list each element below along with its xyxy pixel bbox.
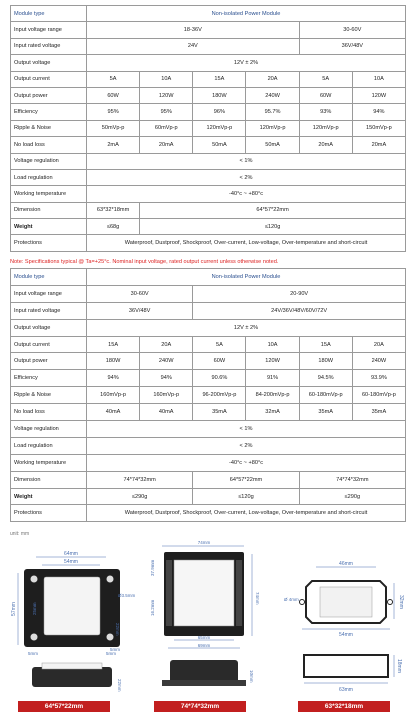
dim-label: 22mm xyxy=(115,623,120,636)
dim-label: Ø 4mm xyxy=(284,597,299,602)
dim-label: 25mm xyxy=(32,602,37,615)
row-label: Working temperature xyxy=(11,186,87,202)
table-row xyxy=(11,505,406,522)
cell: 96% xyxy=(193,104,246,120)
row-label: Output power xyxy=(11,87,87,103)
module-base xyxy=(162,680,246,686)
table-row xyxy=(11,302,406,319)
row-label: Output current xyxy=(11,336,87,353)
mount-hole xyxy=(107,634,114,641)
dim-label: 5mm xyxy=(106,651,116,656)
dim-label: 46mm xyxy=(339,561,353,567)
cell: 12V ± 2% xyxy=(87,55,406,71)
dim-label: 32mm xyxy=(398,595,404,609)
cell: 240W xyxy=(352,353,405,370)
dim-label: 5mm xyxy=(110,647,120,652)
table-row xyxy=(11,387,406,404)
cell: 60-180mVp-p xyxy=(352,387,405,404)
table-row xyxy=(11,336,406,353)
cell: 10A xyxy=(352,71,405,87)
cell: 50mA xyxy=(193,137,246,153)
cell: < 1% xyxy=(87,421,406,438)
cell: 94% xyxy=(140,370,193,387)
row-label: Dimension xyxy=(11,471,87,488)
cell: -40°c ~ +80°c xyxy=(87,454,406,471)
table-row xyxy=(11,370,406,387)
cell: 20-90V xyxy=(193,285,406,302)
table-row xyxy=(11,319,406,336)
cell: 5A xyxy=(299,71,352,87)
heat-fins-right xyxy=(236,560,242,626)
cell: 60-180mVp-p xyxy=(299,387,352,404)
dim-label: Ø3.5mm xyxy=(118,593,136,598)
row-label: Load regulation xyxy=(11,437,87,454)
cell: 90.6% xyxy=(193,370,246,387)
cell: 5A xyxy=(87,71,140,87)
cell: 240W xyxy=(246,87,299,103)
module-type-label: Module type xyxy=(11,6,87,22)
dim-label: 37.9mm xyxy=(150,559,155,576)
cell: 60W xyxy=(299,87,352,103)
cell: 20A xyxy=(352,336,405,353)
module-face xyxy=(320,587,372,617)
cell: 24V xyxy=(87,38,300,54)
spec-note: Note: Specifications typical @ Ta=+25°c. Nominal input voltage, rated output current unless otherwise noted. xyxy=(10,259,279,265)
cell: 20mA xyxy=(299,137,352,153)
module-side-view xyxy=(32,667,112,687)
cell: < 1% xyxy=(87,153,406,169)
cell: 40mA xyxy=(87,404,140,421)
dim-label: 65mm xyxy=(197,635,211,640)
cell: 180W xyxy=(193,87,246,103)
table-row xyxy=(11,471,406,488)
cell: 60mVp-p xyxy=(140,120,193,136)
cell: 36V/48V xyxy=(87,302,193,319)
cell: < 2% xyxy=(87,437,406,454)
cell: ≤290g xyxy=(299,488,405,505)
cell: 74*74*32mm xyxy=(299,471,405,488)
module-title: Non-isolated Power Module xyxy=(87,6,406,22)
row-label: Ripple & Noise xyxy=(11,120,87,136)
dim-label: 64mm xyxy=(64,551,78,557)
cell: 94.5% xyxy=(299,370,352,387)
cell: 12V ± 2% xyxy=(87,319,406,336)
cell: 120W xyxy=(246,353,299,370)
table-row xyxy=(11,38,406,54)
module-title: Non-isolated Power Module xyxy=(87,269,406,286)
cell: 95% xyxy=(87,104,140,120)
cell: 120W xyxy=(140,87,193,103)
cell: 60W xyxy=(193,353,246,370)
cell: 60W xyxy=(87,87,140,103)
dim-label: 54mm xyxy=(339,632,353,638)
dim-label: 69mm xyxy=(197,643,211,648)
cell: -40°c ~ +80°c xyxy=(87,186,406,202)
cell: 120mVp-p xyxy=(299,120,352,136)
row-label: Protections xyxy=(11,505,87,522)
cell: 50mVp-p xyxy=(87,120,140,136)
dim-label: 16.2mm xyxy=(150,599,155,616)
cell: 20A xyxy=(140,336,193,353)
cell: 32mA xyxy=(246,404,299,421)
table-row xyxy=(11,104,406,120)
spec-table-2 xyxy=(10,268,406,522)
cell: 96-200mVp-p xyxy=(193,387,246,404)
cell: ≤68g xyxy=(87,219,140,235)
cell: < 2% xyxy=(87,169,406,185)
dim-label: 22mm xyxy=(117,679,122,692)
drawing-63x32x18 xyxy=(282,555,412,697)
cell: 64*57*22mm xyxy=(140,202,406,218)
module-face xyxy=(44,577,100,635)
drawing-74x74x32 xyxy=(144,540,264,698)
table-row xyxy=(11,404,406,421)
cell: 95% xyxy=(140,104,193,120)
row-label: Voltage regulation xyxy=(11,153,87,169)
row-label: Output voltage xyxy=(11,319,87,336)
table-row xyxy=(11,353,406,370)
row-label: Input voltage range xyxy=(11,285,87,302)
cell: 40mA xyxy=(140,404,193,421)
table-row xyxy=(11,87,406,103)
cell: 2mA xyxy=(87,137,140,153)
table-row xyxy=(11,235,406,251)
module-type-label: Module type xyxy=(11,269,87,286)
row-label: Input voltage range xyxy=(11,22,87,38)
table-row xyxy=(11,219,406,235)
drawing-caption: 74*74*32mm xyxy=(154,701,246,712)
cell: 30-60V xyxy=(299,22,405,38)
cell: 35mA xyxy=(193,404,246,421)
table-row xyxy=(11,71,406,87)
cell: 36V/48V xyxy=(299,38,405,54)
dim-label: 74mm xyxy=(255,592,260,605)
row-label: Weight xyxy=(11,488,87,505)
table-row xyxy=(11,202,406,218)
cell: 120mVp-p xyxy=(193,120,246,136)
cell: 10A xyxy=(246,336,299,353)
cell: ≤120g xyxy=(140,219,406,235)
row-label: Input rated voltage xyxy=(11,38,87,54)
row-label: Working temperature xyxy=(11,454,87,471)
heat-fins-left xyxy=(166,560,172,626)
table-row xyxy=(11,285,406,302)
cell: 15A xyxy=(299,336,352,353)
cell: 150mVp-p xyxy=(352,120,405,136)
cell: 20A xyxy=(246,71,299,87)
cell: 180W xyxy=(299,353,352,370)
module-side-view xyxy=(304,655,388,677)
row-label: Dimension xyxy=(11,202,87,218)
row-label: Output current xyxy=(11,71,87,87)
table-row xyxy=(11,488,406,505)
cell: 63*32*18mm xyxy=(87,202,140,218)
table-row xyxy=(11,186,406,202)
dim-label: 18mm xyxy=(396,659,402,673)
table-row xyxy=(11,169,406,185)
cell: 120W xyxy=(352,87,405,103)
cell: 35mA xyxy=(352,404,405,421)
table-row xyxy=(11,153,406,169)
unit-label: unit: mm xyxy=(10,531,30,537)
drawing-caption: 64*57*22mm xyxy=(18,701,110,712)
row-label: No load loss xyxy=(11,137,87,153)
cell: 94% xyxy=(352,104,405,120)
cell: ≤120g xyxy=(193,488,299,505)
table-row xyxy=(11,437,406,454)
dim-label: 74mm xyxy=(197,540,211,545)
cell: 35mA xyxy=(299,404,352,421)
dim-label: 54mm xyxy=(64,559,78,565)
table-header-row xyxy=(11,6,406,22)
row-label: Load regulation xyxy=(11,169,87,185)
module-side-top xyxy=(42,663,102,669)
row-label: No load loss xyxy=(11,404,87,421)
mount-hole xyxy=(107,576,114,583)
cell: 15A xyxy=(87,336,140,353)
cell: 160mVp-p xyxy=(87,387,140,404)
cell: 15A xyxy=(193,71,246,87)
cell: 93% xyxy=(299,104,352,120)
spec-table-1 xyxy=(10,5,406,252)
cell: 120mVp-p xyxy=(246,120,299,136)
cell: Waterproof, Dustproof, Shockproof, Over-current, Low-voltage, Over-temperature and short-circuit xyxy=(87,505,406,522)
row-label: Output power xyxy=(11,353,87,370)
drawing-caption: 63*32*18mm xyxy=(298,701,390,712)
table-row xyxy=(11,22,406,38)
cell: 160mVp-p xyxy=(140,387,193,404)
cell: ≤290g xyxy=(87,488,193,505)
cell: 50mA xyxy=(246,137,299,153)
cell: 93.9% xyxy=(352,370,405,387)
dim-label: 57mm xyxy=(11,602,17,616)
cell: 5A xyxy=(193,336,246,353)
dim-label: 5mm xyxy=(28,651,38,656)
cell: 94% xyxy=(87,370,140,387)
module-face xyxy=(174,560,234,626)
cell: 18-36V xyxy=(87,22,300,38)
cell: 64*57*22mm xyxy=(193,471,299,488)
table-header-row xyxy=(11,269,406,286)
cell: Waterproof, Dustproof, Shockproof, Over-current, Low-voltage, Over-temperature and short-circuit xyxy=(87,235,406,251)
cell: 240W xyxy=(140,353,193,370)
row-label: Efficiency xyxy=(11,370,87,387)
drawing-64x57x22 xyxy=(6,545,136,697)
dim-label: 63mm xyxy=(339,687,353,693)
row-label: Efficiency xyxy=(11,104,87,120)
row-label: Output voltage xyxy=(11,55,87,71)
table-row xyxy=(11,55,406,71)
table-row xyxy=(11,120,406,136)
table-row xyxy=(11,454,406,471)
row-label: Voltage regulation xyxy=(11,421,87,438)
mount-hole xyxy=(388,600,393,605)
cell: 95.7% xyxy=(246,104,299,120)
dim-label: 10mm xyxy=(249,670,254,683)
cell: 91% xyxy=(246,370,299,387)
cell: 24V/36V/48V/60V/72V xyxy=(193,302,406,319)
row-label: Input rated voltage xyxy=(11,302,87,319)
row-label: Protections xyxy=(11,235,87,251)
cell: 20mA xyxy=(140,137,193,153)
table-row xyxy=(11,137,406,153)
cell: 74*74*32mm xyxy=(87,471,193,488)
cell: 10A xyxy=(140,71,193,87)
cell: 84-200mVp-p xyxy=(246,387,299,404)
mount-hole xyxy=(300,600,305,605)
row-label: Ripple & Noise xyxy=(11,387,87,404)
cell: 30-60V xyxy=(87,285,193,302)
mount-hole xyxy=(31,634,38,641)
mount-hole xyxy=(31,576,38,583)
cell: 20mA xyxy=(352,137,405,153)
cell: 180W xyxy=(87,353,140,370)
row-label: Weight xyxy=(11,219,87,235)
table-row xyxy=(11,421,406,438)
